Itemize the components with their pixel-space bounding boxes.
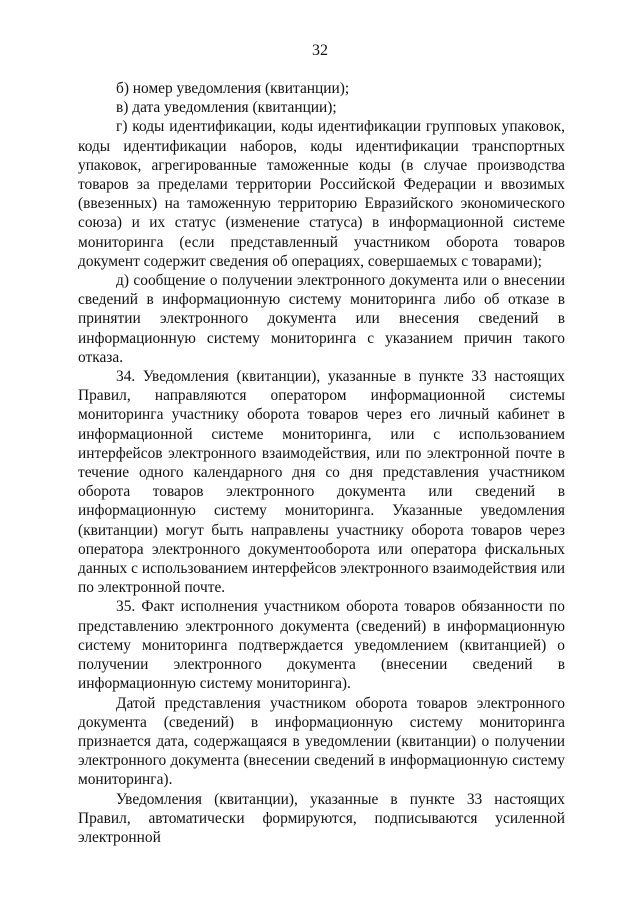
page-number: 32 [312,42,328,59]
paragraph-clause-35: 35. Факт исполнения участником оборота товаров обязанности по представлению электронного документа (сведений) в информационную систему мониторинга подтверждается уведомлением (квитанцией) о получении электронного документа (внесении сведений в информационную систему мониторинга). [78,598,565,693]
paragraph-clause-34: 34. Уведомления (квитанции), указанные в пункте 33 настоящих Правил, направляются оператором информационной системы мониторинга участнику оборота товаров через его личный кабинет в информационной системе мониторинга, или с использованием интерфейсов электронного взаимодействия, или по электронной почте в течение одного календарного дня со дня представления участником оборота товаров электронного документа или сведений в информационную систему мониторинга. Указанные уведомления (квитанции) могут быть направлены участнику оборота товаров через оператора электронного документооборота или оператора фискальных данных с использованием интерфейсов электронного взаимодействия или по электронной почте. [78,368,565,597]
paragraph-item-b: б) номер уведомления (квитанции); [116,80,350,97]
paragraph-submission-date: Датой представления участником оборота товаров электронного документа (сведений) в информационную систему мониторинга признается дата, содержащаяся в уведомлении (квитанции) о получении электронного документа (внесении сведений в информационную систему мониторинга). [78,694,565,789]
paragraph-item-d: д) сообщение о получении электронного документа или о внесении сведений в информационную систему мониторинга либо об отказе в принятии электронного документа или внесения сведений в информационную систему мониторинга с указанием причин такого отказа. [78,272,565,366]
paragraph-item-v: в) дата уведомления (квитанции); [116,99,337,117]
paragraph-item-g: г) коды идентификации, коды идентификации групповых упаковок, коды идентификации наборов, коды идентификации транспортных упаковок, агрегированные таможенные коды (в случае производства товаров за пределами территории Российской Федерации и ввозимых (ввезенных) на таможенную территорию Евразийского экономического союза) и их статус (изменение статуса) в информационной системе мониторинга (если представленный участником оборота товаров документ содержит сведения об операциях, совершаемых с товарами); [78,118,565,270]
paragraph-notifications-auto: Уведомления (квитанции), указанные в пункте 33 настоящих Правил, автоматически формируются, подписываются усиленной электронной [78,790,565,846]
document-body [78,79,565,847]
